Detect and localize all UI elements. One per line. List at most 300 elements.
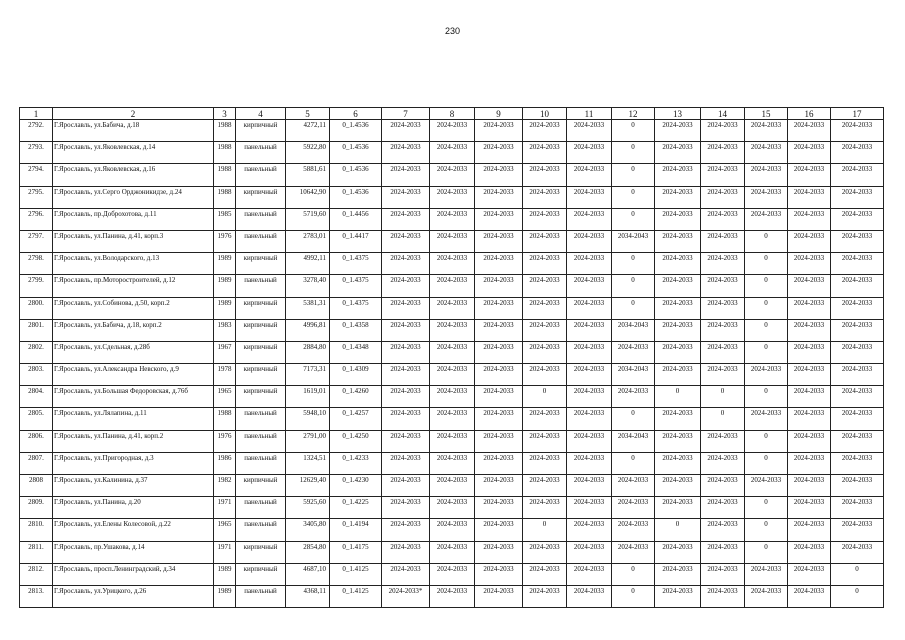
column-number: 15 (745, 108, 788, 120)
period-cell: 2024-2033 (475, 253, 523, 275)
row-number-cell: 2792. (20, 120, 53, 142)
period-cell: 2024-2033 (523, 120, 567, 142)
period-cell: 2024-2033 (382, 430, 430, 452)
period-cell: 2024-2033 (382, 319, 430, 341)
period-cell: 2024-2033 (475, 275, 523, 297)
address-cell: Г.Ярославль, просп.Ленинградский, д.34 (53, 563, 214, 585)
period-cell: 2024-2033 (567, 319, 612, 341)
period-cell: 2024-2033 (430, 585, 475, 607)
period-cell: 2024-2033 (655, 142, 701, 164)
table-row (20, 230, 884, 252)
year-cell: 1988 (214, 120, 236, 142)
period-cell: 2024-2033 (788, 275, 831, 297)
period-cell: 0 (612, 297, 655, 319)
period-cell: 2024-2033 (788, 452, 831, 474)
code-cell: 0_1.4348 (330, 341, 382, 363)
period-cell: 0 (745, 230, 788, 252)
period-cell: 2024-2033 (655, 563, 701, 585)
column-number: 12 (612, 108, 655, 120)
table-row (20, 364, 884, 386)
period-cell: 2024-2033 (745, 120, 788, 142)
period-cell: 2024-2033 (523, 297, 567, 319)
period-cell: 2024-2033 (475, 164, 523, 186)
area-cell: 1324,51 (286, 452, 330, 474)
column-number: 7 (382, 108, 430, 120)
period-cell: 0 (612, 164, 655, 186)
year-cell: 1988 (214, 164, 236, 186)
wall-material-cell: кирпичный (236, 319, 286, 341)
wall-material-cell: панельный (236, 164, 286, 186)
year-cell: 1989 (214, 563, 236, 585)
period-cell: 2024-2033 (523, 475, 567, 497)
period-cell: 2024-2033 (831, 208, 884, 230)
period-cell: 2024-2033 (831, 142, 884, 164)
period-cell: 2034-2043 (612, 430, 655, 452)
year-cell: 1982 (214, 475, 236, 497)
period-cell: 2024-2033 (430, 341, 475, 363)
row-number-cell: 2811. (20, 541, 53, 563)
period-cell: 2024-2033 (567, 341, 612, 363)
area-cell: 5925,60 (286, 497, 330, 519)
period-cell: 2024-2033 (382, 497, 430, 519)
period-cell: 2024-2033 (655, 408, 701, 430)
table-row (20, 541, 884, 563)
period-cell: 2024-2033 (475, 186, 523, 208)
period-cell: 2024-2033 (475, 364, 523, 386)
period-cell: 2024-2033 (475, 120, 523, 142)
period-cell: 2024-2033 (745, 585, 788, 607)
wall-material-cell: кирпичный (236, 364, 286, 386)
year-cell: 1971 (214, 541, 236, 563)
period-cell: 2024-2033 (788, 563, 831, 585)
period-cell: 2024-2033 (475, 563, 523, 585)
code-cell: 0_1.4309 (330, 364, 382, 386)
period-cell: 2024-2033 (831, 475, 884, 497)
period-cell: 2024-2033 (382, 230, 430, 252)
period-cell: 0 (523, 386, 567, 408)
period-cell: 2024-2033 (567, 408, 612, 430)
area-cell: 7173,31 (286, 364, 330, 386)
wall-material-cell: кирпичный (236, 541, 286, 563)
period-cell: 0 (612, 275, 655, 297)
area-cell: 1619,01 (286, 386, 330, 408)
period-cell: 2024-2033 (475, 497, 523, 519)
code-cell: 0_1.4417 (330, 230, 382, 252)
period-cell: 2024-2033 (382, 186, 430, 208)
period-cell: 0 (745, 319, 788, 341)
period-cell: 2024-2033 (430, 120, 475, 142)
period-cell: 2024-2033 (831, 452, 884, 474)
address-cell: Г.Ярославль, ул.Лялапина, д.11 (53, 408, 214, 430)
area-cell: 5922,80 (286, 142, 330, 164)
period-cell: 2024-2033 (701, 319, 745, 341)
column-number: 6 (330, 108, 382, 120)
code-cell: 0_1.4230 (330, 475, 382, 497)
period-cell: 0 (655, 386, 701, 408)
period-cell: 2024-2033 (831, 519, 884, 541)
address-cell: Г.Ярославль, ул.Елены Колесовой, д.22 (53, 519, 214, 541)
period-cell: 0 (701, 408, 745, 430)
period-cell: 2024-2033 (701, 497, 745, 519)
period-cell: 2024-2033 (523, 253, 567, 275)
wall-material-cell: кирпичный (236, 120, 286, 142)
code-cell: 0_1.4536 (330, 142, 382, 164)
period-cell: 2024-2033 (523, 319, 567, 341)
period-cell: 2024-2033 (430, 253, 475, 275)
column-number: 11 (567, 108, 612, 120)
period-cell: 2024-2033 (567, 230, 612, 252)
period-cell: 2024-2033 (382, 452, 430, 474)
period-cell: 2034-2043 (612, 364, 655, 386)
area-cell: 4992,11 (286, 253, 330, 275)
period-cell: 2024-2033 (788, 497, 831, 519)
code-cell: 0_1.4125 (330, 563, 382, 585)
row-number-cell: 2799. (20, 275, 53, 297)
period-cell: 2024-2033 (788, 164, 831, 186)
period-cell: 2024-2033 (430, 541, 475, 563)
row-number-cell: 2800. (20, 297, 53, 319)
address-cell: Г.Ярославль, ул.Панина, д.20 (53, 497, 214, 519)
wall-material-cell: панельный (236, 275, 286, 297)
year-cell: 1988 (214, 408, 236, 430)
period-cell: 2024-2033 (382, 142, 430, 164)
address-cell: Г.Ярославль, ул.Бабича, д.18, корп.2 (53, 319, 214, 341)
wall-material-cell: панельный (236, 430, 286, 452)
row-number-cell: 2805. (20, 408, 53, 430)
address-cell: Г.Ярославль, ул.Бабича, д.18 (53, 120, 214, 142)
column-number: 13 (655, 108, 701, 120)
period-cell: 2024-2033 (475, 142, 523, 164)
period-cell: 0 (745, 452, 788, 474)
period-cell: 2024-2033 (475, 452, 523, 474)
period-cell: 2024-2033 (701, 230, 745, 252)
period-cell: 2024-2033 (655, 186, 701, 208)
period-cell: 2024-2033 (567, 386, 612, 408)
column-number: 4 (236, 108, 286, 120)
code-cell: 0_1.4358 (330, 319, 382, 341)
period-cell: 2024-2033 (788, 430, 831, 452)
period-cell: 2024-2033 (612, 386, 655, 408)
period-cell: 2024-2033 (475, 475, 523, 497)
period-cell: 2024-2033 (430, 297, 475, 319)
period-cell: 0 (745, 519, 788, 541)
period-cell: 0 (612, 120, 655, 142)
row-number-cell: 2812. (20, 563, 53, 585)
period-cell: 2024-2033 (655, 341, 701, 363)
period-cell: 2024-2033 (701, 452, 745, 474)
period-cell: 2024-2033 (523, 430, 567, 452)
period-cell: 2024-2033 (655, 541, 701, 563)
address-cell: Г.Ярославль, ул.Панина, д.41, корп.2 (53, 430, 214, 452)
address-cell: Г.Ярославль, ул.Панина, д.41, корп.3 (53, 230, 214, 252)
period-cell: 2024-2033 (382, 120, 430, 142)
area-cell: 4996,81 (286, 319, 330, 341)
period-cell: 0 (745, 430, 788, 452)
period-cell: 0 (831, 563, 884, 585)
period-cell: 2024-2033 (430, 164, 475, 186)
period-cell: 2024-2033 (382, 563, 430, 585)
address-cell: Г.Ярославль, ул.Калинина, д.37 (53, 475, 214, 497)
period-cell: 0 (612, 253, 655, 275)
area-cell: 4272,11 (286, 120, 330, 142)
period-cell: 2024-2033 (567, 563, 612, 585)
period-cell: 2024-2033 (788, 541, 831, 563)
period-cell: 2024-2033 (788, 297, 831, 319)
year-cell: 1989 (214, 585, 236, 607)
period-cell: 2024-2033 (523, 186, 567, 208)
table-row (20, 386, 884, 408)
period-cell: 2024-2033 (523, 275, 567, 297)
period-cell: 0 (612, 142, 655, 164)
period-cell: 2024-2033 (430, 275, 475, 297)
address-cell: Г.Ярославль, ул.Яковлевская, д.16 (53, 164, 214, 186)
period-cell: 2024-2033 (430, 430, 475, 452)
repair-schedule-table (19, 107, 884, 608)
year-cell: 1976 (214, 230, 236, 252)
address-cell: Г.Ярославль, ул.Собинова, д.50, корп.2 (53, 297, 214, 319)
period-cell: 2024-2033 (701, 297, 745, 319)
period-cell: 2024-2033 (523, 497, 567, 519)
period-cell: 2024-2033 (567, 297, 612, 319)
period-cell: 2024-2033 (475, 386, 523, 408)
area-cell: 4368,11 (286, 585, 330, 607)
period-cell: 0 (612, 452, 655, 474)
year-cell: 1986 (214, 452, 236, 474)
wall-material-cell: панельный (236, 142, 286, 164)
address-cell: Г.Ярославль, ул.Сдельная, д.28б (53, 341, 214, 363)
period-cell: 2024-2033 (655, 585, 701, 607)
code-cell: 0_1.4233 (330, 452, 382, 474)
wall-material-cell: панельный (236, 519, 286, 541)
period-cell: 2024-2033 (430, 452, 475, 474)
period-cell: 0 (831, 585, 884, 607)
period-cell: 2024-2033 (655, 475, 701, 497)
period-cell: 2024-2033 (567, 164, 612, 186)
period-cell: 2024-2033 (567, 585, 612, 607)
period-cell: 2024-2033 (788, 253, 831, 275)
column-number: 5 (286, 108, 330, 120)
period-cell: 2024-2033 (831, 386, 884, 408)
code-cell: 0_1.4536 (330, 164, 382, 186)
period-cell: 2024-2033 (475, 297, 523, 319)
area-cell: 10642,90 (286, 186, 330, 208)
wall-material-cell: кирпичный (236, 475, 286, 497)
address-cell: Г.Ярославль, ул.Серго Орджоникидзе, д.24 (53, 186, 214, 208)
period-cell: 2024-2033 (655, 230, 701, 252)
table-row (20, 297, 884, 319)
period-cell: 2024-2033 (523, 585, 567, 607)
period-cell: 2024-2033 (788, 319, 831, 341)
period-cell: 2024-2033 (745, 364, 788, 386)
year-cell: 1965 (214, 386, 236, 408)
row-number-cell: 2796. (20, 208, 53, 230)
table-row (20, 142, 884, 164)
period-cell: 2024-2033 (788, 475, 831, 497)
year-cell: 1989 (214, 253, 236, 275)
table-row (20, 585, 884, 607)
address-cell: Г.Ярославль, ул.Яковлевская, д.14 (53, 142, 214, 164)
column-number: 17 (831, 108, 884, 120)
period-cell: 2024-2033 (788, 408, 831, 430)
period-cell: 0 (745, 386, 788, 408)
year-cell: 1989 (214, 275, 236, 297)
period-cell: 2024-2033 (831, 319, 884, 341)
period-cell: 2024-2033 (831, 186, 884, 208)
row-number-cell: 2802. (20, 341, 53, 363)
row-number-cell: 2809. (20, 497, 53, 519)
area-cell: 5881,61 (286, 164, 330, 186)
address-cell: Г.Ярославль, ул.Александра Невского, д.9 (53, 364, 214, 386)
period-cell: 0 (612, 186, 655, 208)
period-cell: 2024-2033 (655, 297, 701, 319)
period-cell: 2024-2033 (788, 142, 831, 164)
period-cell: 2024-2033 (567, 430, 612, 452)
period-cell: 2024-2033 (567, 275, 612, 297)
period-cell: 2024-2033 (701, 253, 745, 275)
code-cell: 0_1.4250 (330, 430, 382, 452)
period-cell: 2024-2033 (831, 497, 884, 519)
period-cell: 2024-2033 (745, 186, 788, 208)
period-cell: 2024-2033 (788, 230, 831, 252)
period-cell: 2024-2033 (430, 519, 475, 541)
period-cell: 2024-2033 (701, 475, 745, 497)
table-row (20, 497, 884, 519)
period-cell: 2024-2033 (567, 186, 612, 208)
period-cell: 2024-2033 (788, 386, 831, 408)
period-cell: 2024-2033 (430, 230, 475, 252)
period-cell: 2024-2033 (382, 253, 430, 275)
column-number: 8 (430, 108, 475, 120)
period-cell: 2024-2033 (745, 475, 788, 497)
period-cell: 2024-2033 (567, 208, 612, 230)
code-cell: 0_1.4375 (330, 275, 382, 297)
year-cell: 1988 (214, 186, 236, 208)
table-row (20, 408, 884, 430)
period-cell: 2034-2043 (612, 230, 655, 252)
period-cell: 2024-2033 (701, 563, 745, 585)
code-cell: 0_1.4175 (330, 541, 382, 563)
column-number: 16 (788, 108, 831, 120)
period-cell: 2024-2033 (430, 319, 475, 341)
column-number: 9 (475, 108, 523, 120)
period-cell: 2024-2033 (567, 364, 612, 386)
period-cell: 2024-2033 (831, 164, 884, 186)
row-number-cell: 2801. (20, 319, 53, 341)
year-cell: 1971 (214, 497, 236, 519)
wall-material-cell: панельный (236, 585, 286, 607)
period-cell: 2024-2033 (523, 541, 567, 563)
period-cell: 2024-2033 (831, 275, 884, 297)
code-cell: 0_1.4194 (330, 519, 382, 541)
period-cell: 2024-2033 (831, 230, 884, 252)
period-cell: 0 (523, 519, 567, 541)
code-cell: 0_1.4257 (330, 408, 382, 430)
period-cell: 2024-2033 (701, 519, 745, 541)
area-cell: 2783,01 (286, 230, 330, 252)
address-cell: Г.Ярославль, пр.Доброхотова, д.11 (53, 208, 214, 230)
wall-material-cell: кирпичный (236, 341, 286, 363)
period-cell: 2024-2033* (382, 585, 430, 607)
row-number-cell: 2794. (20, 164, 53, 186)
year-cell: 1976 (214, 430, 236, 452)
period-cell: 2024-2033 (831, 541, 884, 563)
period-cell: 2024-2033 (430, 497, 475, 519)
table-body (20, 120, 884, 608)
period-cell: 2024-2033 (567, 452, 612, 474)
period-cell: 2024-2033 (523, 142, 567, 164)
period-cell: 2024-2033 (701, 120, 745, 142)
period-cell: 2024-2033 (655, 164, 701, 186)
area-cell: 3405,80 (286, 519, 330, 541)
period-cell: 2024-2033 (831, 341, 884, 363)
period-cell: 0 (701, 386, 745, 408)
period-cell: 2024-2033 (745, 142, 788, 164)
year-cell: 1965 (214, 519, 236, 541)
period-cell: 2024-2033 (430, 364, 475, 386)
period-cell: 2024-2033 (523, 341, 567, 363)
period-cell: 2024-2033 (382, 208, 430, 230)
row-number-cell: 2803. (20, 364, 53, 386)
period-cell: 2024-2033 (612, 475, 655, 497)
period-cell: 2024-2033 (430, 142, 475, 164)
area-cell: 3278,40 (286, 275, 330, 297)
period-cell: 2024-2033 (382, 541, 430, 563)
period-cell: 2024-2033 (382, 297, 430, 319)
year-cell: 1989 (214, 297, 236, 319)
period-cell: 2024-2033 (831, 408, 884, 430)
period-cell: 2024-2033 (430, 475, 475, 497)
area-cell: 2884,80 (286, 341, 330, 363)
period-cell: 0 (745, 275, 788, 297)
period-cell: 2024-2033 (701, 341, 745, 363)
period-cell: 2024-2033 (567, 120, 612, 142)
period-cell: 2024-2033 (701, 364, 745, 386)
period-cell: 2024-2033 (612, 497, 655, 519)
period-cell: 2024-2033 (831, 364, 884, 386)
page-number: 230 (444, 26, 461, 36)
wall-material-cell: кирпичный (236, 563, 286, 585)
period-cell: 2034-2043 (612, 319, 655, 341)
table-row (20, 186, 884, 208)
period-cell: 2024-2033 (701, 585, 745, 607)
period-cell: 2024-2033 (567, 497, 612, 519)
wall-material-cell: кирпичный (236, 386, 286, 408)
code-cell: 0_1.4536 (330, 120, 382, 142)
column-number: 2 (53, 108, 214, 120)
period-cell: 2024-2033 (382, 475, 430, 497)
period-cell: 0 (655, 519, 701, 541)
period-cell: 2024-2033 (655, 120, 701, 142)
period-cell: 0 (745, 541, 788, 563)
period-cell: 2024-2033 (655, 208, 701, 230)
period-cell: 2024-2033 (788, 341, 831, 363)
wall-material-cell: панельный (236, 497, 286, 519)
period-cell: 2024-2033 (701, 186, 745, 208)
column-number: 10 (523, 108, 567, 120)
period-cell: 2024-2033 (523, 563, 567, 585)
table-row (20, 475, 884, 497)
period-cell: 2024-2033 (523, 452, 567, 474)
code-cell: 0_1.4125 (330, 585, 382, 607)
table-row (20, 341, 884, 363)
period-cell: 2024-2033 (701, 164, 745, 186)
period-cell: 0 (745, 341, 788, 363)
period-cell: 2024-2033 (475, 430, 523, 452)
area-cell: 2791,00 (286, 430, 330, 452)
table-row (20, 563, 884, 585)
period-cell: 2024-2033 (831, 297, 884, 319)
period-cell: 2024-2033 (382, 164, 430, 186)
